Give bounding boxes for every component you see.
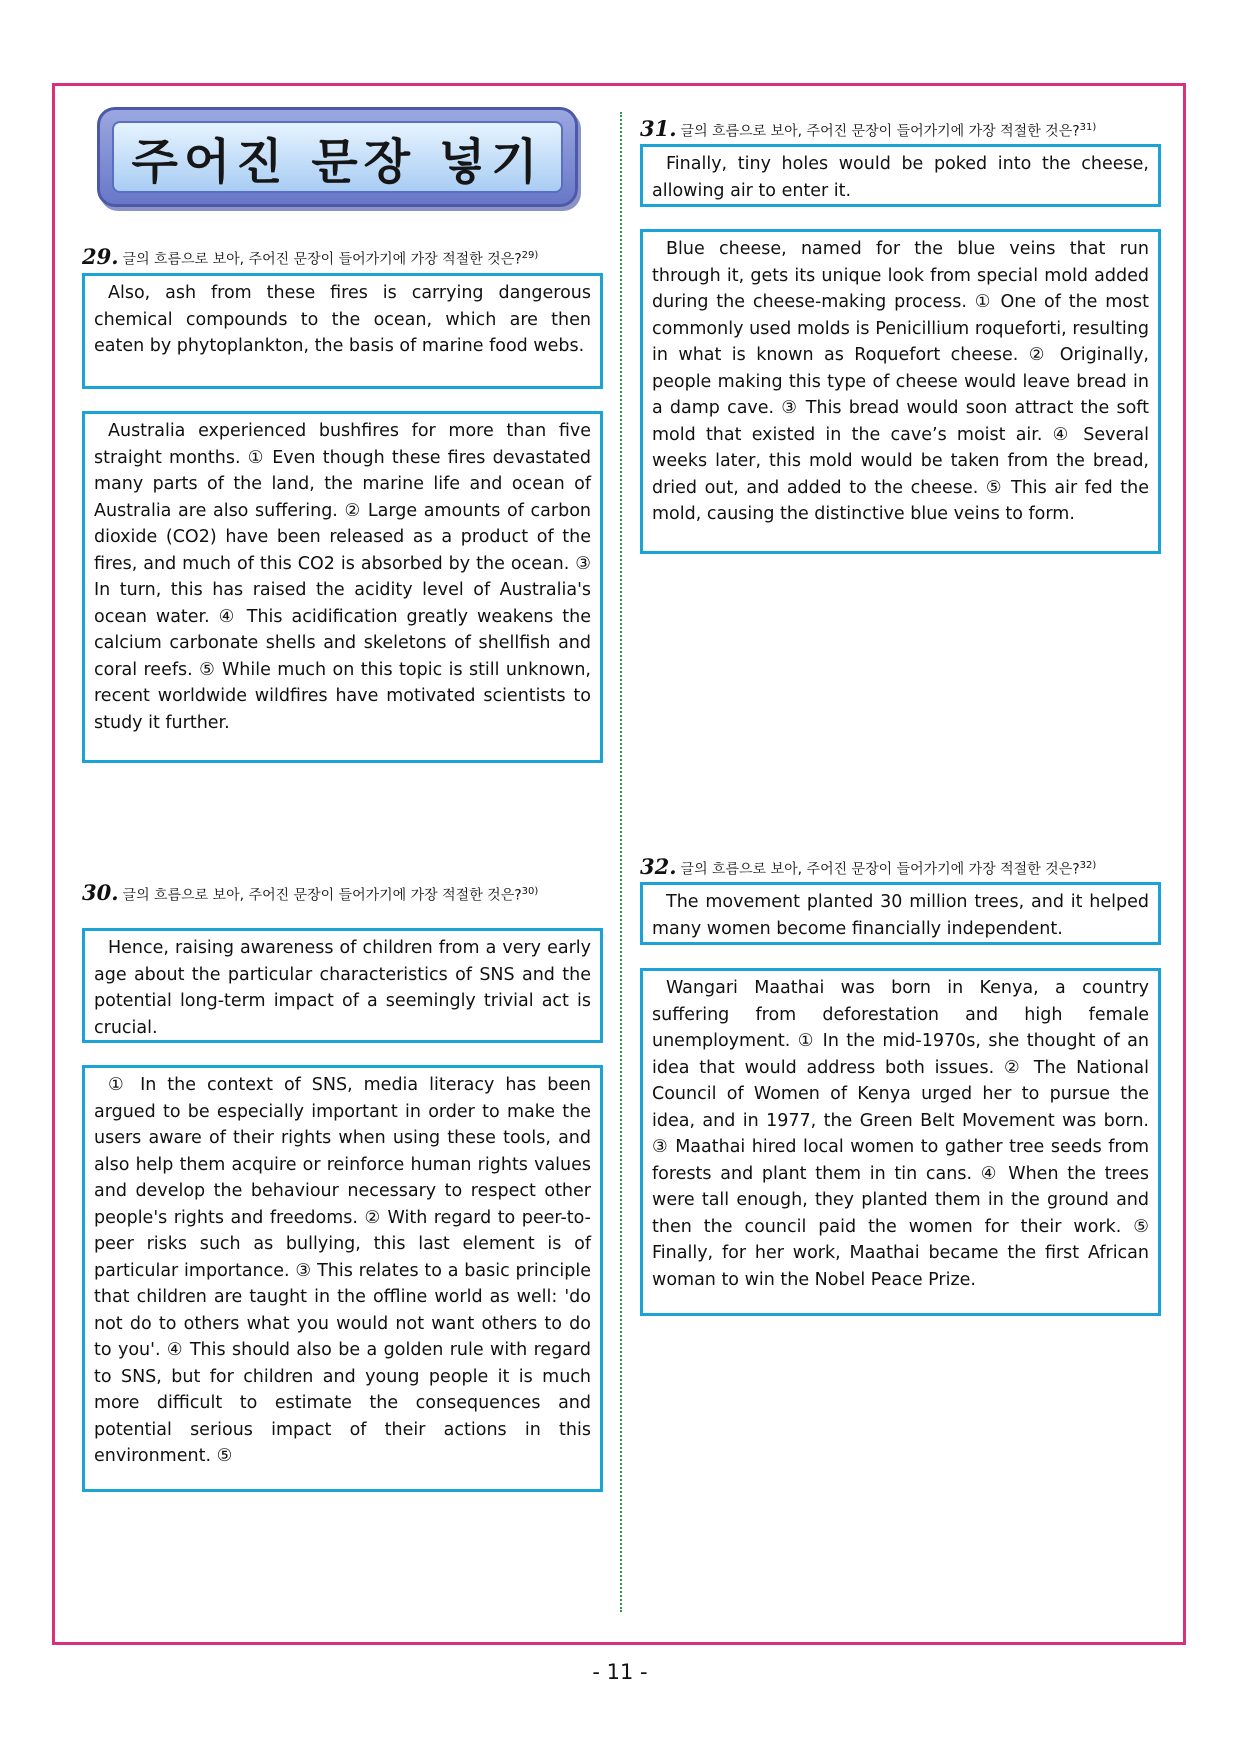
page-number: - 11 -	[592, 1660, 648, 1684]
question-29-passage	[82, 411, 603, 763]
footnote-marker: 30)	[521, 886, 539, 897]
given-sentence-text: The movement planted 30 million trees, and it helped many women become financially independent.	[652, 892, 1149, 939]
passage-text: Blue cheese, named for the blue veins that run through it, gets its unique look from special mold added during the cheese-making process. ① One of the most commonly used molds is Penicillium roqueforti, resulting in what is known as Roquefort cheese. ② Originally, people making this type of cheese would leave bread in a damp cave. ③ This bread would soon attract the soft mold that existed in the cave’s moist air. ④ Several weeks later, this mold would be taken from the bread, dried out, and added to the cheese. ⑤ This air fed the mold, causing the distinctive blue veins to form.	[652, 239, 1149, 524]
passage-text: Australia experienced bushfires for more than five straight months. ① Even though these fires devastated many parts of the land, the marine life and ocean of Australia are also suffering. ② Large amounts of carbon dioxide (CO2) have been released as a product of the fires, and much of this CO2 is absorbed by the ocean. ③ In turn, this has raised the acidity level of Australia's ocean water. ④ This acidification greatly weakens the calcium carbonate shells and skeletons of shellfish and coral reefs. ⑤ While much on this topic is still unknown, recent worldwide wildfires have motivated scientists to study it further.	[94, 421, 591, 733]
question-prompt: 글의 흐름으로 보아, 주어진 문장이 들어가기에 가장 적절한 것은?	[680, 123, 1080, 140]
question-prompt: 글의 흐름으로 보아, 주어진 문장이 들어가기에 가장 적절한 것은?	[122, 887, 522, 904]
question-31-header	[640, 115, 1160, 142]
question-31-passage	[640, 229, 1161, 554]
question-number: 31.	[640, 115, 677, 141]
question-32-header	[640, 853, 1160, 880]
question-32-given-sentence	[640, 882, 1161, 945]
question-prompt: 글의 흐름으로 보아, 주어진 문장이 들어가기에 가장 적절한 것은?	[680, 861, 1080, 878]
section-title-banner	[97, 107, 578, 207]
question-30-header	[82, 879, 602, 906]
question-number: 29.	[82, 243, 119, 269]
question-30-passage	[82, 1065, 603, 1492]
footnote-marker: 31)	[1079, 122, 1097, 133]
passage-text: ① In the context of SNS, media literacy has been argued to be especially important in order to make the users aware of their rights when using these tools, and also help them acquire or reinforce human rights values and develop the behaviour necessary to respect other people's rights and freedoms. ② With regard to peer-to-peer risks such as bullying, this last element is of particular importance. ③ This relates to a basic principle that children are taught in the offline world as well: 'do not do to others what you would not want others to do to you'. ④ This should also be a golden rule with regard to SNS, but for children and young people it is much more difficult to estimate the consequences and potential serious impact of their actions in this environment. ⑤	[94, 1075, 591, 1466]
footnote-marker: 29)	[521, 250, 539, 261]
question-29-given-sentence	[82, 273, 603, 389]
question-prompt: 글의 흐름으로 보아, 주어진 문장이 들어가기에 가장 적절한 것은?	[122, 251, 522, 268]
given-sentence-text: Hence, raising awareness of children from a very early age about the particular characteristics of SNS and the potential long-term impact of a seemingly trivial act is crucial.	[94, 938, 591, 1038]
section-title: 주어진 문장 넣기	[131, 133, 544, 190]
question-31-given-sentence	[640, 144, 1161, 207]
question-number: 32.	[640, 853, 677, 879]
given-sentence-text: Also, ash from these fires is carrying dangerous chemical compounds to the ocean, which are then eaten by phytoplankton, the basis of marine food webs.	[94, 283, 591, 356]
column-divider	[620, 112, 622, 1612]
question-number: 30.	[82, 879, 119, 905]
passage-text: Wangari Maathai was born in Kenya, a country suffering from deforestation and high female unemployment. ① In the mid-1970s, she thought of an idea that would address both issues. ② The National Council of Women of Kenya urged her to pursue the idea, and in 1977, the Green Belt Movement was born. ③ Maathai hired local women to gather tree seeds from forests and plant them in tin cans. ④ When the trees were tall enough, they planted them in the ground and then the council paid the women for their work. ⑤ Finally, for her work, Maathai became the first African woman to win the Nobel Peace Prize.	[652, 978, 1149, 1290]
question-29-header	[82, 243, 602, 270]
question-32-passage	[640, 968, 1161, 1316]
footnote-marker: 32)	[1079, 860, 1097, 871]
given-sentence-text: Finally, tiny holes would be poked into the cheese, allowing air to enter it.	[652, 154, 1149, 201]
section-title-inner	[112, 121, 563, 193]
question-30-given-sentence	[82, 928, 603, 1043]
